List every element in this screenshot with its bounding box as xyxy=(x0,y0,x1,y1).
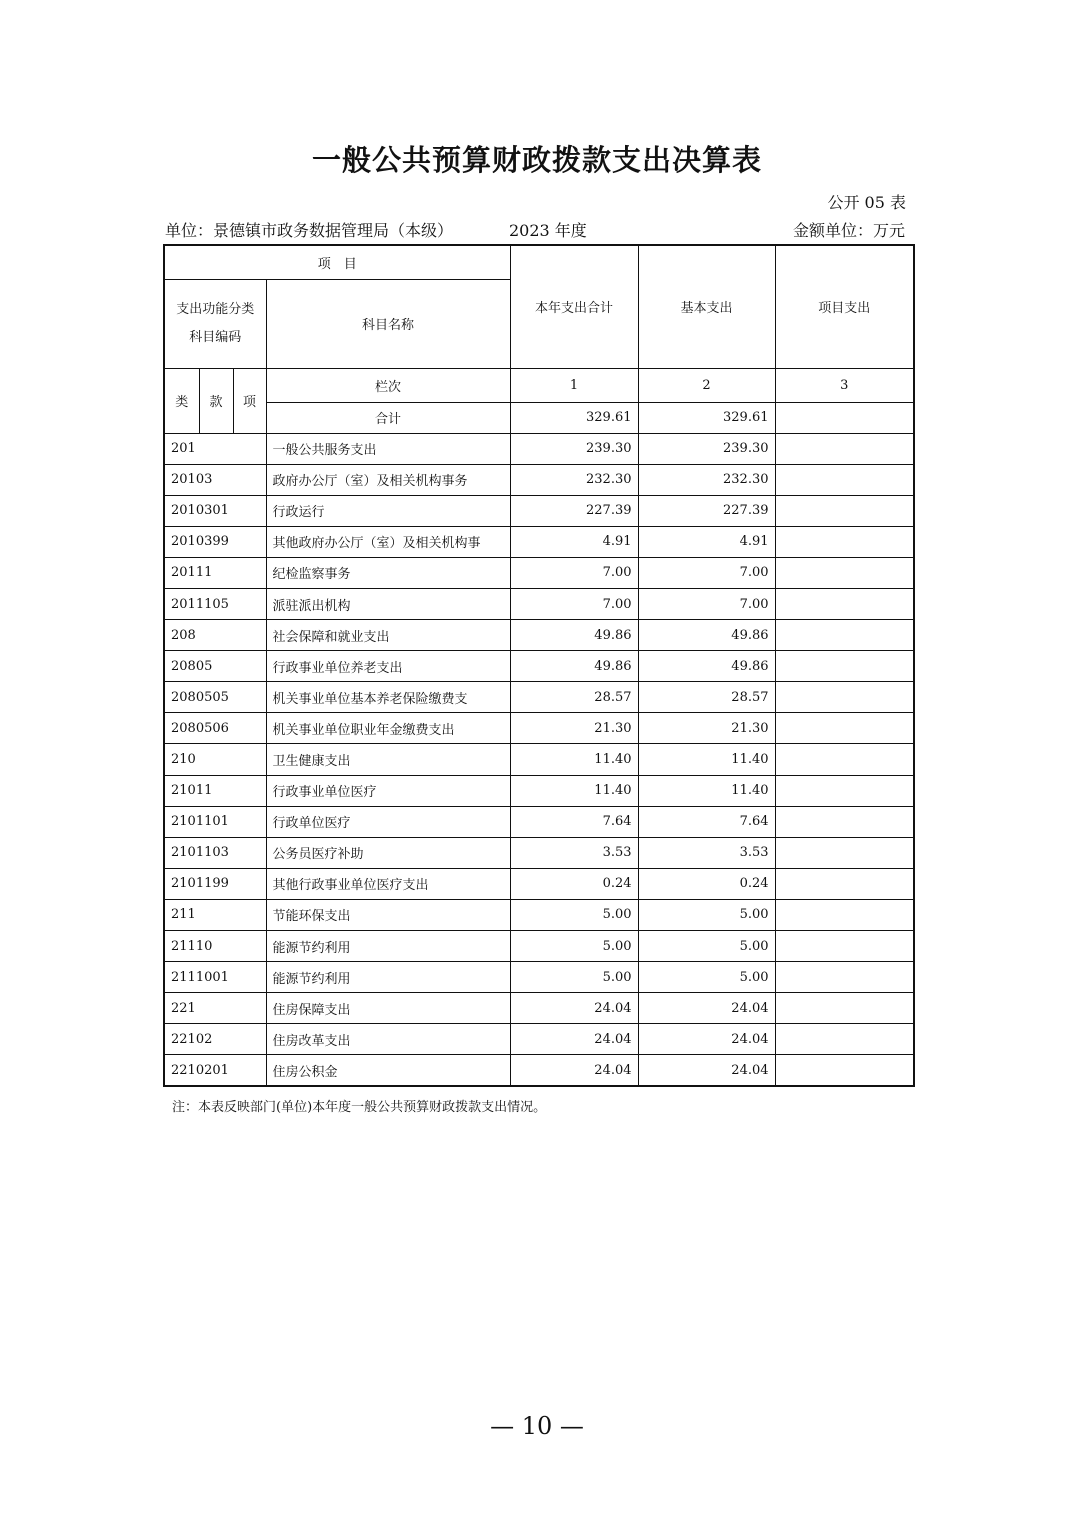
header-column-index: 栏次 xyxy=(266,368,510,402)
row-project xyxy=(775,526,914,557)
row-project xyxy=(775,931,914,962)
row-total: 24.04 xyxy=(510,993,638,1024)
row-project xyxy=(775,433,914,464)
row-total: 232.30 xyxy=(510,464,638,495)
row-total: 227.39 xyxy=(510,495,638,526)
row-code: 211 xyxy=(164,899,266,930)
row-total: 7.64 xyxy=(510,806,638,837)
row-total: 5.00 xyxy=(510,931,638,962)
row-subject-name: 住房公积金 xyxy=(266,1055,510,1086)
row-subject-name: 社会保障和就业支出 xyxy=(266,620,510,651)
row-basic: 21.30 xyxy=(638,713,775,744)
row-subject-name: 住房保障支出 xyxy=(266,993,510,1024)
header-project: 项目支出 xyxy=(775,245,914,368)
row-project xyxy=(775,993,914,1024)
row-total: 49.86 xyxy=(510,620,638,651)
page-title: 一般公共预算财政拨款支出决算表 xyxy=(311,143,762,177)
table-row xyxy=(164,962,914,993)
sum-project xyxy=(775,402,914,433)
row-subject-name: 政府办公厅（室）及相关机构事务 xyxy=(266,464,510,495)
table-row xyxy=(164,993,914,1024)
header-col3: 3 xyxy=(775,368,914,402)
row-subject-name: 一般公共服务支出 xyxy=(266,433,510,464)
row-project xyxy=(775,962,914,993)
table-row xyxy=(164,651,914,682)
table-row xyxy=(164,433,914,464)
row-project xyxy=(775,464,914,495)
table-row xyxy=(164,713,914,744)
header-item: 项 目 xyxy=(164,245,510,279)
row-project xyxy=(775,713,914,744)
table-row xyxy=(164,588,914,619)
row-project xyxy=(775,899,914,930)
row-project xyxy=(775,868,914,899)
table-row xyxy=(164,806,914,837)
row-total: 21.30 xyxy=(510,713,638,744)
row-subject-name: 公务员医疗补助 xyxy=(266,837,510,868)
unit-label: 单位：景德镇市政务数据管理局（本级） xyxy=(165,221,454,240)
row-basic: 239.30 xyxy=(638,433,775,464)
row-total: 24.04 xyxy=(510,1024,638,1055)
table-row xyxy=(164,682,914,713)
row-subject-name: 能源节约利用 xyxy=(266,931,510,962)
row-total: 24.04 xyxy=(510,1055,638,1086)
table-row xyxy=(164,1055,914,1086)
row-code: 2010399 xyxy=(164,526,266,557)
budget-table xyxy=(163,244,915,1087)
row-total: 11.40 xyxy=(510,775,638,806)
row-code: 2111001 xyxy=(164,962,266,993)
table-row xyxy=(164,837,914,868)
row-basic: 3.53 xyxy=(638,837,775,868)
row-project xyxy=(775,588,914,619)
row-code: 2101101 xyxy=(164,806,266,837)
row-code: 201 xyxy=(164,433,266,464)
header-col1: 1 xyxy=(510,368,638,402)
row-subject-name: 行政运行 xyxy=(266,495,510,526)
row-code: 208 xyxy=(164,620,266,651)
row-project xyxy=(775,744,914,775)
row-project xyxy=(775,1024,914,1055)
row-code: 21011 xyxy=(164,775,266,806)
row-basic: 5.00 xyxy=(638,931,775,962)
row-subject-name: 其他行政事业单位医疗支出 xyxy=(266,868,510,899)
row-total: 5.00 xyxy=(510,899,638,930)
row-subject-name: 行政事业单位养老支出 xyxy=(266,651,510,682)
row-subject-name: 卫生健康支出 xyxy=(266,744,510,775)
row-code: 2080506 xyxy=(164,713,266,744)
row-code: 20805 xyxy=(164,651,266,682)
row-basic: 227.39 xyxy=(638,495,775,526)
row-total: 49.86 xyxy=(510,651,638,682)
header-lei: 类 xyxy=(164,368,199,433)
unit-line xyxy=(163,218,913,242)
table-row xyxy=(164,1024,914,1055)
header-xiang: 项 xyxy=(233,368,266,433)
row-code: 2080505 xyxy=(164,682,266,713)
header-subject-name: 科目名称 xyxy=(266,279,510,368)
table-row xyxy=(164,868,914,899)
row-code: 20103 xyxy=(164,464,266,495)
row-basic: 24.04 xyxy=(638,1024,775,1055)
row-project xyxy=(775,837,914,868)
row-total: 3.53 xyxy=(510,837,638,868)
row-code: 210 xyxy=(164,744,266,775)
table-row xyxy=(164,464,914,495)
header-code-group: 支出功能分类科目编码 xyxy=(164,279,266,368)
row-total: 4.91 xyxy=(510,526,638,557)
row-total: 239.30 xyxy=(510,433,638,464)
row-project xyxy=(775,557,914,588)
row-basic: 49.86 xyxy=(638,620,775,651)
row-total: 5.00 xyxy=(510,962,638,993)
row-subject-name: 纪检监察事务 xyxy=(266,557,510,588)
sum-basic: 329.61 xyxy=(638,402,775,433)
table-row xyxy=(164,557,914,588)
header-total: 本年支出合计 xyxy=(510,245,638,368)
form-number: 公开 05 表 xyxy=(827,193,906,212)
table-row xyxy=(164,775,914,806)
table-row xyxy=(164,744,914,775)
row-code: 2010301 xyxy=(164,495,266,526)
row-basic: 11.40 xyxy=(638,744,775,775)
row-basic: 7.00 xyxy=(638,557,775,588)
row-project xyxy=(775,775,914,806)
row-basic: 4.91 xyxy=(638,526,775,557)
table-row xyxy=(164,526,914,557)
money-unit-label: 金额单位：万元 xyxy=(792,221,905,240)
row-project xyxy=(775,806,914,837)
row-basic: 7.64 xyxy=(638,806,775,837)
row-basic: 11.40 xyxy=(638,775,775,806)
page-number: — 10 — xyxy=(490,1412,584,1440)
row-project xyxy=(775,1055,914,1086)
row-subject-name: 派驻派出机构 xyxy=(266,588,510,619)
row-basic: 7.00 xyxy=(638,588,775,619)
row-code: 22102 xyxy=(164,1024,266,1055)
row-code: 2011105 xyxy=(164,588,266,619)
row-code: 2101199 xyxy=(164,868,266,899)
row-total: 28.57 xyxy=(510,682,638,713)
row-total: 7.00 xyxy=(510,557,638,588)
row-project xyxy=(775,495,914,526)
row-subject-name: 机关事业单位基本养老保险缴费支 xyxy=(266,682,510,713)
row-code: 20111 xyxy=(164,557,266,588)
footnote: 注：本表反映部门(单位)本年度一般公共预算财政拨款支出情况。 xyxy=(172,1100,547,1115)
row-basic: 24.04 xyxy=(638,993,775,1024)
row-code: 221 xyxy=(164,993,266,1024)
sum-label: 合计 xyxy=(266,402,510,433)
row-project xyxy=(775,651,914,682)
row-subject-name: 行政单位医疗 xyxy=(266,806,510,837)
row-subject-name: 能源节约利用 xyxy=(266,962,510,993)
year-label: 2023 年度 xyxy=(509,221,587,240)
row-basic: 232.30 xyxy=(638,464,775,495)
sum-total: 329.61 xyxy=(510,402,638,433)
header-basic: 基本支出 xyxy=(638,245,775,368)
row-code: 21110 xyxy=(164,931,266,962)
row-subject-name: 住房改革支出 xyxy=(266,1024,510,1055)
row-basic: 49.86 xyxy=(638,651,775,682)
row-total: 0.24 xyxy=(510,868,638,899)
row-basic: 28.57 xyxy=(638,682,775,713)
row-code: 2101103 xyxy=(164,837,266,868)
row-total: 7.00 xyxy=(510,588,638,619)
row-project xyxy=(775,620,914,651)
row-total: 11.40 xyxy=(510,744,638,775)
row-subject-name: 其他政府办公厅（室）及相关机构事 xyxy=(266,526,510,557)
table-row xyxy=(164,495,914,526)
table-row xyxy=(164,931,914,962)
row-basic: 5.00 xyxy=(638,899,775,930)
row-basic: 0.24 xyxy=(638,868,775,899)
header-kuan: 款 xyxy=(199,368,233,433)
row-basic: 5.00 xyxy=(638,962,775,993)
row-basic: 24.04 xyxy=(638,1055,775,1086)
table-row xyxy=(164,620,914,651)
table-row xyxy=(164,899,914,930)
row-subject-name: 机关事业单位职业年金缴费支出 xyxy=(266,713,510,744)
row-project xyxy=(775,682,914,713)
row-subject-name: 行政事业单位医疗 xyxy=(266,775,510,806)
header-col2: 2 xyxy=(638,368,775,402)
row-code: 2210201 xyxy=(164,1055,266,1086)
row-subject-name: 节能环保支出 xyxy=(266,899,510,930)
